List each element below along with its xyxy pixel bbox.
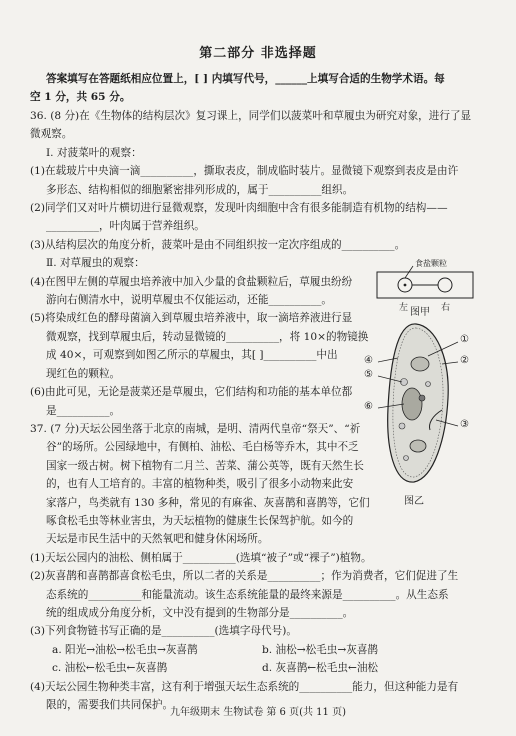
section-title: 第二部分 非选择题 xyxy=(199,46,317,61)
label-6: ⑥ xyxy=(364,401,373,412)
right-droplet xyxy=(438,278,452,292)
instructions-line-2: 空 1 分，共 65 分。 xyxy=(30,91,131,104)
page-footer: 九年级期末 生物试卷 第 6 页(共 11 页) xyxy=(170,707,346,718)
instructions-line-1: 答案填写在答题纸相应位置上，[ ] 内填写代号，______上填写合适的生物学术语。每 xyxy=(46,73,445,85)
q36-line: 是__________。 xyxy=(46,404,121,417)
q37-options-row-2 xyxy=(30,659,458,677)
micronucleus xyxy=(419,395,425,401)
label-3: ③ xyxy=(460,419,469,430)
q37-options-row-1 xyxy=(30,641,458,659)
food-vacuole xyxy=(426,382,431,387)
label-1: ① xyxy=(460,334,469,345)
q36-line: 现红色的颗粒。 xyxy=(46,367,121,380)
q36-line: 36. (8 分)在《生物体的结构层次》复习课上，同学们以菠菜叶和草履虫为研究对象，进行了显 xyxy=(30,110,472,122)
figure-b-caption: 图乙 xyxy=(404,496,424,507)
q36-line: (1)在载玻片中央滴一滴__________，撕取表皮，制成临时装片。显微镜下观察到表皮是由许 xyxy=(30,165,459,178)
figure-a-caption: 图甲 xyxy=(410,307,430,318)
q37-line: (2)灰喜鹊和喜鹊都喜食松毛虫，所以二者的关系是__________；作为消费者，它们促进了生 xyxy=(30,570,459,583)
contractile-vacuole-2 xyxy=(410,440,426,452)
q37-line: 37. (7 分)天坛公园坐落于北京的南城，是明、清两代皇帝“祭天”、“祈 xyxy=(30,423,361,435)
q36-line: 成 40×，可观察到如图乙所示的草履虫，其[ ]__________中出 xyxy=(46,349,338,362)
macronucleus xyxy=(402,388,422,420)
q37-line: (4)天坛公园生物种类丰富，这有利于增强天坛生态系统的__________能力，但这种能力是有 xyxy=(30,680,459,693)
option-c: c. 油松←松毛虫←灰喜鹊 xyxy=(52,662,168,675)
q37-line: 国家一级古树。树下植物有二月兰、苦菜、蒲公英等，既有天然生长 xyxy=(46,459,364,472)
option-a: a. 阳光→油松→松毛虫→灰喜鹊 xyxy=(52,643,198,656)
q36-line: (6)由此可见，无论是菠菜还是草履虫，它们结构和功能的基本单位都 xyxy=(30,386,353,399)
q37-line: 谷”的场所。公园绿地中，有侧柏、油松、毛白杨等乔木，其中不乏 xyxy=(46,441,359,454)
food-vacuole xyxy=(399,423,405,429)
q37-line: 家落户，鸟类就有 130 多种，常见的有麻雀、灰喜鹊和喜鹊等，它们 xyxy=(46,496,370,509)
q36-subheading: Ⅰ. 对菠菜叶的观察： xyxy=(46,146,142,159)
q36-line: (3)从结构层次的角度分析，菠菜叶是由不同组织按一定次序组成的__________。 xyxy=(30,238,406,251)
q37-line: (3)下列食物链书写正确的是__________(选填字母代号)。 xyxy=(30,625,297,638)
food-vacuole xyxy=(404,456,409,461)
q37-line: 态系统的__________和能量流动。该生态系统能量的最终来源是__________。从生态系 xyxy=(46,588,449,601)
figure-b xyxy=(358,318,488,488)
label-2: ② xyxy=(460,355,469,366)
right-label: 右 xyxy=(441,303,451,313)
q37-line: 限的，需要我们共同保护。 xyxy=(46,699,174,712)
q36-line: 微观察，找到草履虫后，转动显微镜的__________，将 10×的物镜换 xyxy=(46,330,369,343)
q36-line: 多形态、结构相似的细胞紧密排列形成的，属于__________组织。 xyxy=(46,183,354,196)
q37-line: 的，也有人工培育的。丰富的植物种类，吸引了很多小动物来此安 xyxy=(46,478,354,491)
label-5: ⑤ xyxy=(364,369,373,380)
q36-subheading: Ⅱ. 对草履虫的观察： xyxy=(46,257,145,270)
instructions xyxy=(30,70,445,107)
q37-line: 啄食松毛虫等林业害虫，为天坛植物的健康生长保驾护航。如今的 xyxy=(46,515,354,528)
left-label: 左 xyxy=(399,303,409,313)
q37-line: 统的组成成分角度分析，文中没有提到的生物部分是__________。 xyxy=(46,607,354,620)
q37-line: (1)天坛公园内的油松、侧柏属于__________(选填“被子”或“裸子”)植物。 xyxy=(30,551,372,564)
q36-line: 微观察。 xyxy=(30,128,73,141)
option-b: b. 油松→松毛虫→灰喜鹊 xyxy=(262,643,379,656)
q36-line: 游向右侧清水中，说明草履虫不仅能运动，还能__________。 xyxy=(46,294,333,307)
q37-line: 天坛是市民生活中的天然氧吧和健身休闲场所。 xyxy=(46,533,269,546)
q36-line: (5)将染成红色的酵母菌滴入到草履虫培养液中，取一滴培养液进行显 xyxy=(30,312,353,325)
option-d: d. 灰喜鹊←松毛虫←油松 xyxy=(262,662,379,675)
contractile-vacuole-1 xyxy=(411,357,429,371)
salt-label: 食盐颗粒 xyxy=(415,259,447,268)
q36-line: __________，叶肉属于营养组织。 xyxy=(46,220,205,233)
label-4: ④ xyxy=(364,355,373,366)
q36-line: (4)在图甲左侧的草履虫培养液中加入少量的食盐颗粒后，草履虫纷纷 xyxy=(30,275,353,288)
salt-granule xyxy=(404,284,407,287)
q36-line: (2)同学们又对叶片横切进行显微观察，发现叶肉细胞中含有很多能制造有机物的结构—— xyxy=(30,202,448,215)
